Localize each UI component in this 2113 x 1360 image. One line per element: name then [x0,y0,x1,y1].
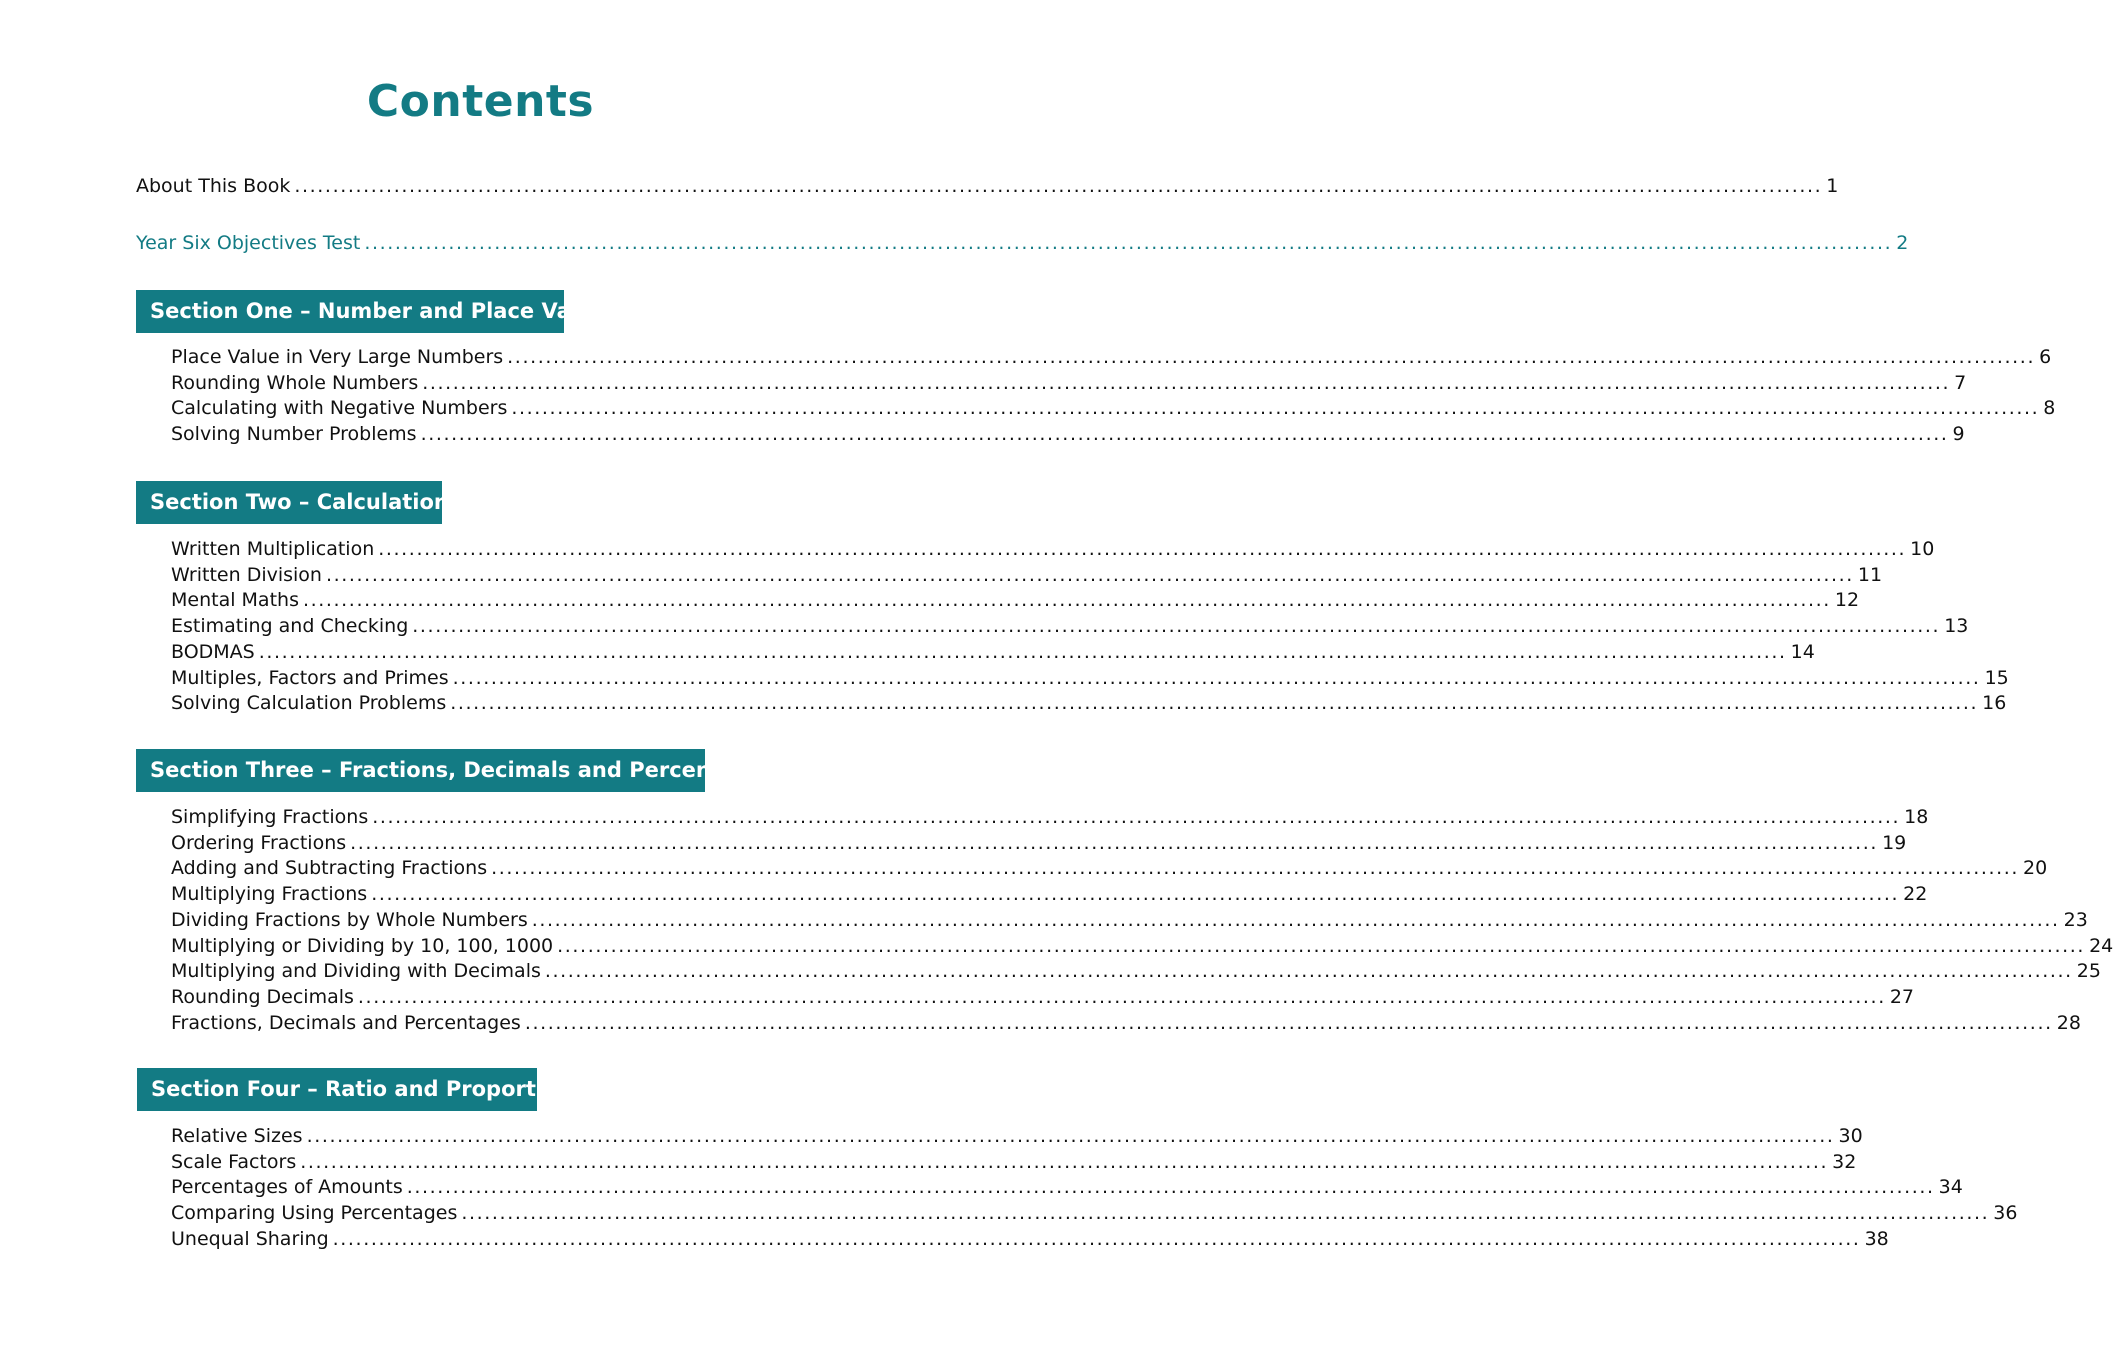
dot-leader: ........................................................................................................................................................................................................ [422,372,1951,394]
toc-page-number: 9 [1952,423,1965,445]
toc-entry [171,614,1969,638]
toc-page-number: 22 [1903,883,1928,905]
toc-entry-title: BODMAS [171,641,255,663]
toc-entry-title: Calculating with Negative Numbers [171,397,508,419]
toc-entry [171,396,2056,420]
toc-page-number: 25 [2076,960,2101,982]
toc-page-number: 36 [1993,1202,2018,1224]
toc-entry-title: Adding and Subtracting Fractions [171,857,488,879]
toc-entry [171,422,1965,446]
dot-leader: ........................................................................................................................................................................................................ [306,1125,1835,1147]
toc-entry [171,934,2113,958]
toc-entry [171,371,1967,395]
toc-entry [171,666,2009,690]
toc-entry-title: Multiples, Factors and Primes [171,667,449,689]
dot-leader: ........................................................................................................................................................................................................ [302,589,1831,611]
toc-entry-title: Estimating and Checking [171,615,409,637]
dot-leader: ........................................................................................................................................................................................................ [357,986,1886,1008]
toc-page-number: 1 [1826,175,1839,197]
toc-entry-title: Multiplying and Dividing with Decimals [171,960,541,982]
dot-leader: ........................................................................................................................................................................................................ [294,175,1823,197]
dot-leader: ........................................................................................................................................................................................................ [507,346,2036,368]
toc-page-number: 2 [1896,232,1909,254]
toc-page-number: 27 [1889,986,1915,1008]
toc-page-number: 34 [1938,1176,1963,1198]
toc-entry [171,805,1929,829]
toc-entry-title: Written Multiplication [171,538,375,560]
toc-entry-title: Ordering Fractions [171,832,347,854]
dot-leader: ........................................................................................................................................................................................................ [511,397,2040,419]
toc-entry [171,640,1815,664]
toc-page-number: 23 [2063,909,2088,931]
dot-leader: ........................................................................................................................................................................................................ [412,615,1941,637]
toc-page-number: 15 [1984,667,2009,689]
toc-entry [171,831,1907,855]
toc-page-number: 7 [1954,372,1967,394]
toc-entry-title: Multiplying or Dividing by 10, 100, 1000 [171,935,554,957]
toc-entry [171,908,2088,932]
dot-leader: ........................................................................................................................................................................................................ [524,1012,2053,1034]
toc-entry-title: Rounding Whole Numbers [171,372,419,394]
dot-leader: ........................................................................................................................................................................................................ [544,960,2073,982]
toc-page-number: 16 [1982,692,2007,714]
dot-leader: ........................................................................................................................................................................................................ [378,538,1907,560]
toc-entry-title: Mental Maths [171,589,299,611]
toc-entry-title: Percentages of Amounts [171,1176,403,1198]
toc-page-number: 12 [1834,589,1860,611]
toc-entry [171,691,2007,715]
dot-leader: ........................................................................................................................................................................................................ [491,857,2020,879]
toc-page-number: 20 [2023,857,2048,879]
toc-entry [171,1124,1863,1148]
toc-page-number: 30 [1838,1125,1863,1147]
dot-leader: ........................................................................................................................................................................................................ [258,641,1787,663]
section-heading: Section Three – Fractions, Decimals and Percentages [136,749,705,792]
toc-entry-title: Rounding Decimals [171,986,354,1008]
page-title: Contents [366,76,595,127]
toc-entry [171,563,1883,587]
dot-leader: ........................................................................................................................................................................................................ [350,832,1879,854]
toc-page-number: 19 [1882,832,1907,854]
toc-entry-title: Multiplying Fractions [171,883,368,905]
dot-leader: ........................................................................................................................................................................................................ [450,692,1979,714]
toc-entry-title: Fractions, Decimals and Percentages [171,1012,521,1034]
dot-leader: ........................................................................................................................................................................................................ [364,232,1893,254]
toc-page-number: 10 [1910,538,1935,560]
about-book-entry [136,174,1839,198]
toc-page-number: 38 [1864,1228,1889,1250]
dot-leader: ........................................................................................................................................................................................................ [557,935,2086,957]
toc-entry-title: About This Book [136,175,291,197]
toc-entry [171,985,1915,1009]
toc-entry-title: Dividing Fractions by Whole Numbers [171,909,528,931]
toc-entry [171,588,1860,612]
dot-leader: ........................................................................................................................................................................................................ [371,883,1900,905]
toc-entry-title: Unequal Sharing [171,1228,329,1250]
toc-page-number: 28 [2056,1012,2081,1034]
dot-leader: ........................................................................................................................................................................................................ [420,423,1949,445]
toc-entry [171,1201,2018,1225]
section-heading: Section Two – Calculations [136,481,442,524]
toc-entry [171,959,2101,983]
toc-entry-title: Solving Calculation Problems [171,692,447,714]
dot-leader: ........................................................................................................................................................................................................ [300,1151,1829,1173]
dot-leader: ........................................................................................................................................................................................................ [406,1176,1935,1198]
toc-entry-title: Relative Sizes [171,1125,303,1147]
toc-entry-title: Year Six Objectives Test [136,232,361,254]
toc-entry [171,856,2048,880]
toc-entry [171,882,1928,906]
toc-entry-title: Place Value in Very Large Numbers [171,346,504,368]
toc-page-number: 6 [2039,346,2052,368]
toc-entry-title: Simplifying Fractions [171,806,369,828]
toc-entry [171,537,1935,561]
toc-entry [171,1227,1889,1251]
dot-leader: ........................................................................................................................................................................................................ [531,909,2060,931]
dot-leader: ........................................................................................................................................................................................................ [461,1202,1990,1224]
toc-page-number: 13 [1944,615,1969,637]
toc-entry [171,345,2052,369]
dot-leader: ........................................................................................................................................................................................................ [332,1228,1861,1250]
toc-page-number: 24 [2089,935,2113,957]
dot-leader: ........................................................................................................................................................................................................ [372,806,1901,828]
toc-entry [171,1150,1857,1174]
dot-leader: ........................................................................................................................................................................................................ [325,564,1854,586]
toc-page-number: 32 [1832,1151,1857,1173]
toc-page-number: 11 [1857,564,1883,586]
toc-entry-title: Solving Number Problems [171,423,417,445]
section-heading: Section One – Number and Place Value [136,290,564,333]
dot-leader: ........................................................................................................................................................................................................ [452,667,1981,689]
toc-entry [171,1011,2081,1035]
toc-page-number: 8 [2043,397,2056,419]
objectives-test-entry [136,231,1909,255]
toc-entry-title: Scale Factors [171,1151,297,1173]
toc-entry [171,1175,1963,1199]
toc-entry-title: Written Division [171,564,322,586]
toc-entry-title: Comparing Using Percentages [171,1202,458,1224]
toc-page-number: 18 [1904,806,1929,828]
section-heading: Section Four – Ratio and Proportion [137,1068,537,1111]
toc-page-number: 14 [1790,641,1815,663]
